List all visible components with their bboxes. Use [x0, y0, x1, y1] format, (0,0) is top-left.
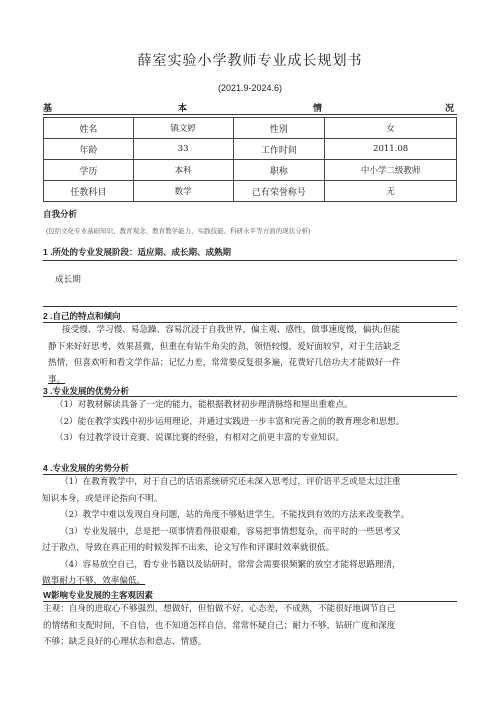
plan-period: (2021.9-2024.6): [217, 83, 283, 93]
body-line: 做事耐力不够，效率偏低。: [42, 576, 146, 586]
basic-heading-char: 本: [178, 103, 188, 113]
field-value: 镇文婷: [133, 118, 233, 139]
field-label: 姓名: [44, 118, 134, 139]
table-row: [44, 160, 457, 181]
table-row: [44, 181, 457, 202]
body-line: 热情，但喜欢听和看文学作品；记忆力差，常常要反复很多遍，花费好几倍功夫才能做好一件: [48, 358, 401, 368]
body-line: （2）教学中难以发现自身问题，站的角度不够贴进学生，不能找到有效的方法来改变教学。: [60, 510, 410, 520]
section-body: [55, 272, 455, 289]
body-line: 过于散点，导致在真正用的时候发挥不出来，论文写作和评课时效率就很低。: [42, 543, 335, 553]
basic-heading-char: 情: [313, 103, 323, 113]
section-body: [48, 322, 457, 388]
body-line: 静下来好好思考，效果甚微，但重在有钻牛角尖的劲，领悟较慢，爱好面较窄，对于生活缺乏: [48, 341, 401, 352]
body-line: 接受慢、学习慢、易急躁、容易沉浸于自我世界，偏主观、感性，做事速度慢，偏执;但能: [62, 325, 401, 335]
body-line: 的情绪和支配时间，不自信，也不知道怎样自信，常常怀疑自己；耐力不够，钻研广度和深度: [43, 620, 396, 631]
section-heading: 1 .所处的专业发展阶段：适应期、成长期、成熟期: [43, 247, 231, 257]
body-line: （3）有过教学设计竞赛、说课比赛的经验，有相对之前更丰富的专业知识。: [55, 433, 345, 443]
document-title: 薛室实验小学教师专业成长规划书: [137, 53, 363, 69]
self-analysis-note: (包括文化专业基础知识、教育观念、教育教学能力、实践技能、科研水平等方面的现状分析): [46, 228, 311, 235]
body-line: 主观：自身的进取心不够强烈，想做好，但怕做不好，心态差，不成熟，不能很好地调节自己: [43, 604, 396, 614]
field-value: 2011.08: [325, 139, 457, 160]
field-label: 年龄: [44, 139, 134, 160]
section-heading: W影响专业发展的主客观因素: [43, 590, 154, 600]
field-value: 女: [325, 118, 457, 139]
body-line: 知识本身，或是评论指向不明。: [42, 493, 163, 504]
body-line: 不够；缺乏良好的心理状态和意志、情感。: [43, 637, 207, 647]
field-value: 33: [133, 139, 233, 160]
body-line: 成长期: [55, 275, 81, 285]
body-line: （2）能在教学实践中初步运用理论，并通过实践进一步丰富和完善之前的教育理念和思想。: [55, 416, 405, 427]
field-label: 工作时间: [233, 139, 325, 160]
field-label: 性别: [233, 118, 325, 139]
field-label: 职称: [233, 160, 325, 181]
field-value: 中小学二级教师: [325, 160, 457, 181]
body-line: 事。: [48, 374, 66, 385]
body-line: （4）容易放空自己，看专业书籍以及钻研时，常常会需要很频繁的放空才能将思路理清，: [60, 559, 401, 570]
section-heading: 2 .自己的特点和倾向: [43, 311, 121, 321]
body-line: （3）专业发展中，总是把一项事情看得很艰难，容易把事情想复杂，而平时的一些思考又: [60, 526, 401, 537]
divider: [43, 306, 457, 307]
section-heading: 3 .专业发展的优势分析: [43, 386, 129, 396]
field-value: 数学: [133, 181, 233, 202]
section-body: [43, 601, 457, 651]
section-body: [42, 474, 457, 590]
field-label: 任教科目: [44, 181, 134, 202]
field-value: 无: [325, 181, 457, 202]
divider: [43, 260, 457, 261]
body-line: （1）对教材解读具备了一定的能力，能根据教材初步理清脉络和厘出重难点。: [55, 400, 353, 410]
table-row: [44, 139, 457, 160]
basic-heading-char: 况: [445, 103, 455, 113]
field-value: 本科: [133, 160, 233, 181]
body-line: （1）在教育教学中，对于自己的话语系统研究还未深入思考过，评价语平乏或是太过注重: [60, 477, 401, 487]
basic-heading-char: 基: [43, 103, 53, 113]
table-row: [44, 118, 457, 139]
field-label: 己有荣誉称号: [233, 181, 325, 202]
basic-info-table: [43, 117, 457, 202]
section-body: [55, 397, 455, 447]
section-heading: 4 .专业发展的劣势分析: [43, 463, 129, 473]
field-label: 学历: [44, 160, 134, 181]
self-analysis-heading: 自我分析: [43, 209, 78, 219]
basic-info-heading: [43, 101, 457, 115]
